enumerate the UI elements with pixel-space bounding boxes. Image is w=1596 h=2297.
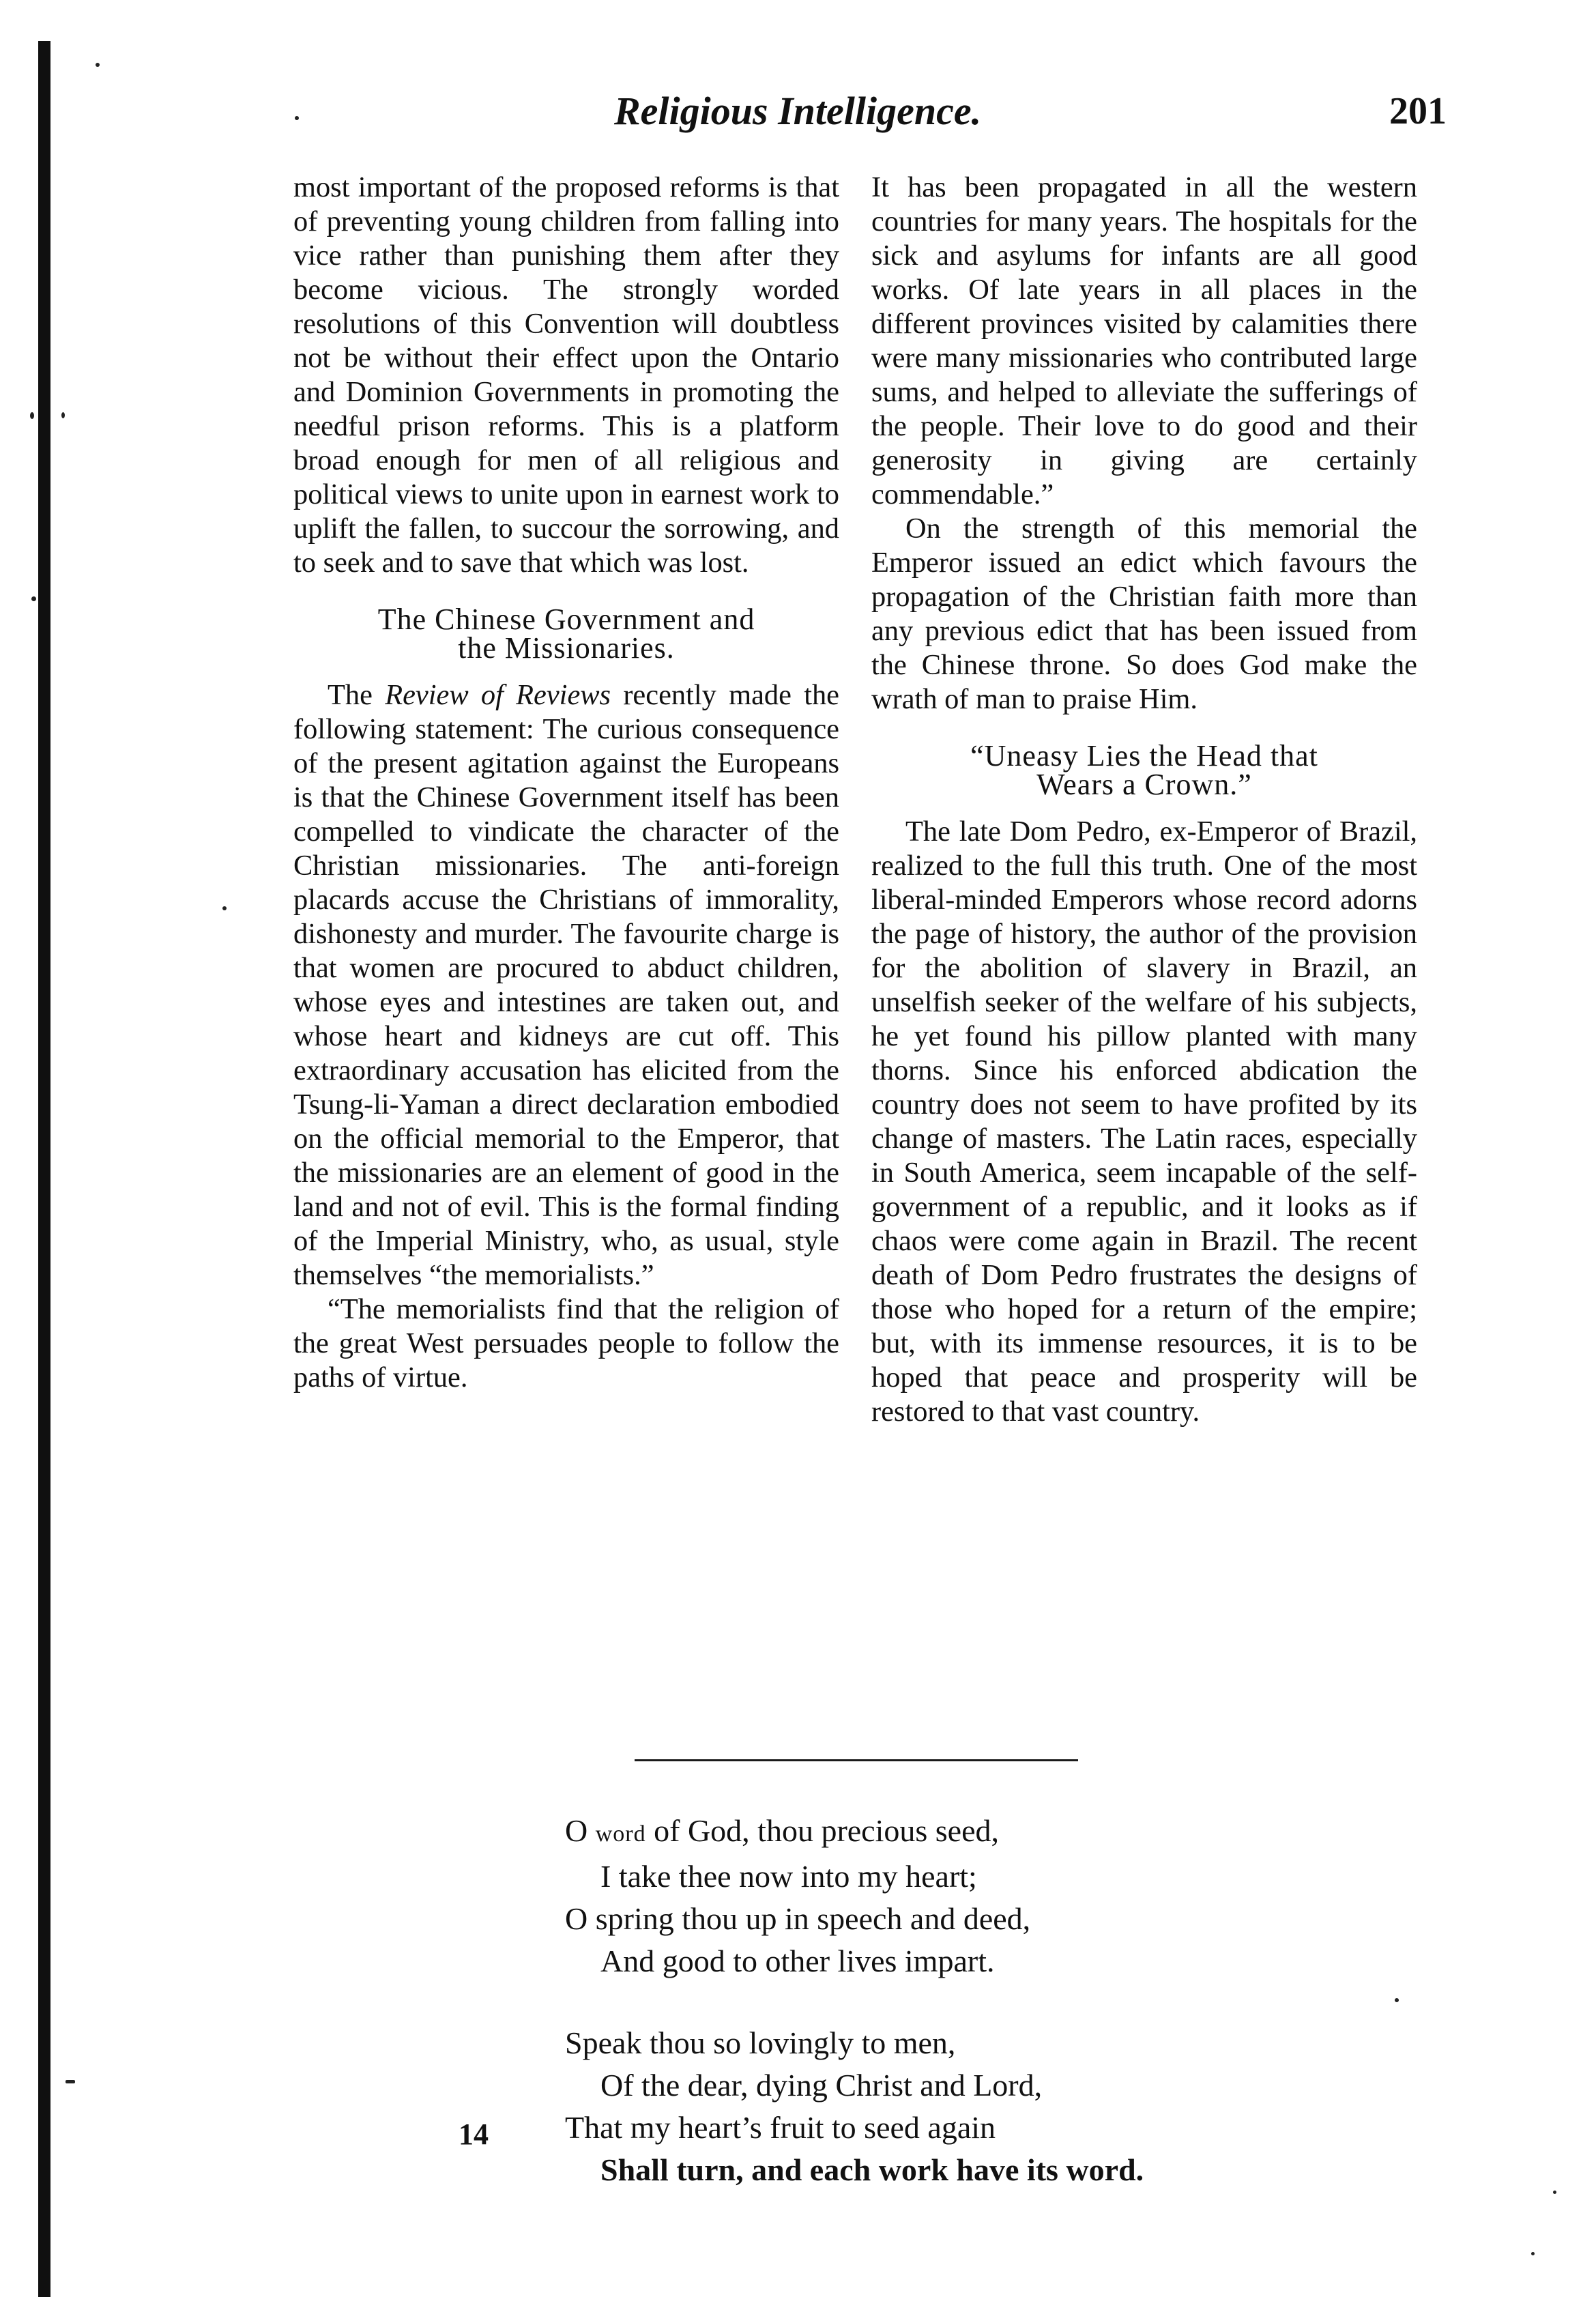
poem-stanza: [565, 2022, 1316, 2191]
text-run: O: [565, 1813, 596, 1848]
paragraph-memorialists: “The memorialists find that the religion of the great West persuades people to follow the paths of virtue.: [293, 1293, 839, 1393]
right-column: [871, 171, 1417, 1429]
speck: [295, 116, 299, 120]
paragraph-edict: On the strength of this memorial the Emperor issued an edict which favours the propagation of the Christian faith more than any previous edict that has been issued from the Chinese throne. So does God make the wrath of man to praise Him.: [871, 512, 1417, 715]
paragraph-review-of-reviews: [293, 678, 839, 1292]
section-heading-chinese-government: [293, 603, 839, 665]
poem-stanza: [565, 1810, 1316, 1982]
section-divider-rule: [635, 1759, 1078, 1761]
poem-line: [565, 1810, 1316, 1855]
speck: [1553, 2191, 1556, 2194]
heading-line: The Chinese Government and: [377, 603, 755, 636]
paragraph-dom-pedro: The late Dom Pedro, ex-Emperor of Brazil, realized to the full this truth. One of the most liberal-minded Emperors whose record adorns the page of history, the author of the provision for the abolition of slavery in Brazil, an unselfish seeker of the welfare of his subjects, he yet found his pillow planted with many thorns. Since his enforced abdication the country does not seem to have profited by its change of masters. The Latin races, especially in South America, seem incapable of the self-government of a republic, and it looks as if chaos were come again in Brazil. The recent death of Dom Pedro frustrates the designs of those who hoped for a return of the empire; but, with its immense resources, it is to be hoped that peace and prosperity will be restored to that vast country.: [871, 815, 1417, 1428]
speck: [66, 2080, 75, 2083]
speck: [61, 412, 65, 418]
poem-line: O spring thou up in speech and deed,: [565, 1901, 1031, 1936]
poem-line: And good to other lives impart.: [600, 1944, 995, 1978]
publication-title: Review of Reviews: [385, 679, 611, 711]
poem-line: Speak thou so lovingly to men,: [565, 2025, 956, 2060]
poem-line: Of the dear, dying Christ and Lord,: [600, 2068, 1043, 2103]
text-run: of God, thou precious seed,: [645, 1813, 1000, 1848]
section-heading-uneasy-lies-the-head: [871, 739, 1417, 801]
heading-line: Wears a Crown.”: [1036, 768, 1252, 801]
poem-line: That my heart’s fruit to seed again: [565, 2110, 996, 2145]
heading-line: the Missionaries.: [458, 631, 675, 665]
left-column: [293, 171, 839, 1395]
small-caps-word: word: [595, 1821, 646, 1847]
speck: [30, 412, 34, 419]
speck: [96, 63, 100, 67]
speck: [1531, 2252, 1535, 2255]
poem-line: Shall turn, and each work have its word.: [600, 2152, 1144, 2187]
text-run: recently made the following statement: The curious consequence of the present agitation against the Europeans is that the Chinese Government itself has been compelled to vindicate the character of the Christian missionaries. The anti-foreign placards accuse the Christians of immorality, dishonesty and murder. The favourite charge is that women are procured to abduct children, whose eyes and intestines are taken out, and whose heart and kidneys are cut off. This extraordinary accusation has elicited from the Tsung-li-Yaman a direct declaration embodied on the official memorial to the Emperor, that the missionaries are an element of good in the land and not of evil. This is the formal finding of the Imperial Ministry, who, as usual, style themselves “the memorialists.”: [293, 679, 839, 1291]
paragraph-prison-reform: most important of the proposed reforms is that of preventing young children from falling into vice rather than punishing them after they become vicious. The strongly worded resolutions of this Convention will doubtless not be without their effect upon the Ontario and Dominion Governments in promoting the needful prison reforms. This is a platform broad enough for men of all religious and political views to unite upon in earnest work to uplift the fallen, to succour the sorrowing, and to seek and to save that which was lost.: [293, 171, 839, 579]
running-head: [614, 87, 1447, 135]
signature-mark: 14: [459, 2118, 489, 2151]
heading-line: “Uneasy Lies the Head that: [970, 739, 1318, 772]
binding-edge: [38, 41, 50, 2297]
page-number: 201: [1389, 90, 1447, 132]
text-run: The: [328, 679, 386, 711]
paragraph-propagated: It has been propagated in all the western countries for many years. The hospitals for the sick and asylums for infants are all good works. Of late years in all places in the different provinces visited by calamities there were many missionaries who contributed large sums, and helped to alleviate the sufferings of the people. Their love to do good and their generosity in giving are certainly commendable.”: [871, 171, 1417, 510]
speck: [1395, 1998, 1399, 2002]
running-title: Religious Intelligence.: [614, 89, 982, 133]
speck: [31, 596, 36, 601]
poem-line: I take thee now into my heart;: [600, 1859, 977, 1894]
poem: [565, 1810, 1316, 2231]
speck: [222, 906, 227, 910]
